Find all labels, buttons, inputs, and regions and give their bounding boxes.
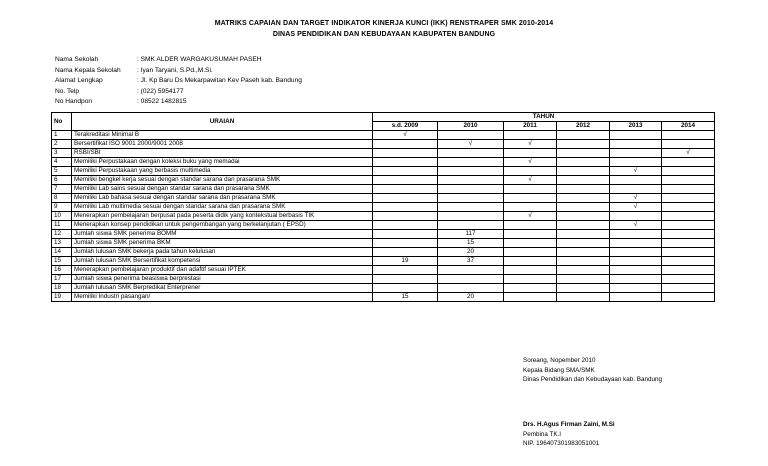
row-uraian: Jumlah siswa SMK penerima BKM <box>72 239 373 248</box>
year-cell <box>662 167 715 176</box>
info-label: No Handpon <box>55 98 93 105</box>
header-year: 2013 <box>610 122 662 131</box>
row-uraian: Jumlah siswa SMK penerima BOMM <box>72 230 373 239</box>
year-cell <box>662 212 715 221</box>
year-cell <box>504 221 557 230</box>
year-cell <box>662 248 715 257</box>
year-cell <box>373 284 438 293</box>
signature-block <box>523 356 662 385</box>
year-cell <box>610 284 662 293</box>
row-uraian: Menerapkan konsep pendidikan untuk pengembangan yang berkelanjutan ( EPSD) <box>72 221 373 230</box>
table-row <box>52 176 715 185</box>
year-cell <box>438 284 504 293</box>
year-cell <box>373 275 438 284</box>
year-cell <box>373 239 438 248</box>
year-cell <box>557 266 610 275</box>
year-cell <box>662 275 715 284</box>
info-label: No. Telp <box>55 87 80 95</box>
row-number: 10 <box>52 212 72 221</box>
year-cell <box>557 239 610 248</box>
year-cell: 37 <box>438 257 504 266</box>
row-number: 12 <box>52 230 72 239</box>
year-cell <box>557 275 610 284</box>
year-cell <box>557 149 610 158</box>
table-row <box>52 185 715 194</box>
info-handphone <box>55 97 302 108</box>
table-row <box>52 194 715 203</box>
year-cell: √ <box>504 140 557 149</box>
row-number: 2 <box>52 140 72 149</box>
signatory-rank: Pembina TK.I <box>523 430 562 438</box>
year-cell <box>610 257 662 266</box>
row-number: 13 <box>52 239 72 248</box>
year-cell <box>373 212 438 221</box>
year-cell <box>438 221 504 230</box>
year-cell <box>557 284 610 293</box>
year-cell <box>662 131 715 140</box>
year-cell <box>504 230 557 239</box>
year-cell <box>557 167 610 176</box>
year-cell <box>557 185 610 194</box>
year-cell <box>557 131 610 140</box>
year-cell <box>504 239 557 248</box>
info-value: : 08522 1482815 <box>137 98 187 105</box>
year-cell <box>438 212 504 221</box>
year-cell <box>557 194 610 203</box>
row-number: 9 <box>52 203 72 212</box>
header-year: 2012 <box>557 122 610 131</box>
year-cell <box>504 275 557 284</box>
row-number: 18 <box>52 284 72 293</box>
row-uraian: Jumlah siswa penerima beasiswa berprestasi <box>72 275 373 284</box>
position-line-2: Dinas Pendidikan dan Kebudayaan kab. Bandung <box>523 376 662 383</box>
row-uraian: Memiliki Lab sains sesuai dengan standar sarana dan prasarana SMK <box>72 185 373 194</box>
year-cell <box>504 248 557 257</box>
year-cell: 15 <box>373 293 438 302</box>
year-cell: √ <box>662 149 715 158</box>
year-cell: 19 <box>373 257 438 266</box>
year-cell <box>662 284 715 293</box>
header-tahun: TAHUN <box>373 113 715 122</box>
table-row <box>52 257 715 266</box>
year-cell <box>557 158 610 167</box>
year-cell <box>610 158 662 167</box>
year-cell <box>373 149 438 158</box>
row-uraian: Menerapkan pembelajaran berpusat pada peserta didik yang kontekstual berbasis TIK <box>72 212 373 221</box>
table-row <box>52 239 715 248</box>
year-cell <box>373 203 438 212</box>
year-cell <box>662 257 715 266</box>
year-cell <box>504 194 557 203</box>
year-cell <box>438 176 504 185</box>
year-cell <box>504 203 557 212</box>
ikk-matrix-table <box>51 112 715 302</box>
year-cell <box>557 140 610 149</box>
signatory-nip: NIP. 196407301983051001 <box>523 440 600 447</box>
year-cell <box>373 221 438 230</box>
row-number: 19 <box>52 293 72 302</box>
header-no: No <box>52 113 72 131</box>
row-uraian: Memiliki bengkel kerja sesuai dengan standar sarana dan prasarana SMK <box>72 176 373 185</box>
row-number: 6 <box>52 176 72 185</box>
year-cell: √ <box>373 131 438 140</box>
year-cell: 20 <box>438 293 504 302</box>
year-cell <box>373 140 438 149</box>
year-cell <box>438 194 504 203</box>
year-cell: √ <box>610 167 662 176</box>
year-cell <box>662 239 715 248</box>
year-cell <box>662 203 715 212</box>
year-cell <box>373 167 438 176</box>
year-cell <box>610 185 662 194</box>
year-cell <box>373 194 438 203</box>
year-cell <box>438 167 504 176</box>
document-title: MATRIKS CAPAIAN DAN TARGET INDIKATOR KINERJA KUNCI (IKK) RENSTRAPER SMK 2010-2014 <box>214 20 554 27</box>
year-cell <box>662 194 715 203</box>
info-label: Nama Kepala Sekolah <box>55 66 121 74</box>
year-cell <box>610 140 662 149</box>
year-cell <box>610 149 662 158</box>
year-cell <box>610 275 662 284</box>
table-row <box>52 212 715 221</box>
signatory-name: Drs. H.Agus Firman Zaini, M.Si <box>523 421 615 428</box>
year-cell <box>557 212 610 221</box>
year-cell <box>557 203 610 212</box>
year-cell <box>662 221 715 230</box>
year-cell <box>610 248 662 257</box>
table-row <box>52 266 715 275</box>
year-cell <box>557 176 610 185</box>
year-cell <box>373 158 438 167</box>
row-uraian: Memiliki Lab bahasa sesuai dengan standar sarana dan prasarana SMK <box>72 194 373 203</box>
year-cell <box>662 230 715 239</box>
row-uraian: Memiliki Perpustakaan dengan koleksi buku yang memadai <box>72 158 373 167</box>
year-cell <box>662 176 715 185</box>
row-number: 15 <box>52 257 72 266</box>
year-cell <box>610 230 662 239</box>
row-number: 11 <box>52 221 72 230</box>
year-cell: √ <box>610 203 662 212</box>
row-number: 4 <box>52 158 72 167</box>
year-cell: √ <box>438 140 504 149</box>
row-uraian: Jumlah lulusan SMK Berpredikat Enterprener <box>72 284 373 293</box>
row-number: 16 <box>52 266 72 275</box>
table-row <box>52 284 715 293</box>
row-uraian: Menerapkan pembelajaran produktif dan adaftif sesuai IPTEK <box>72 266 373 275</box>
table-row <box>52 230 715 239</box>
row-uraian: Bersertifikat ISO 9001 2000/9001 2008 <box>72 140 373 149</box>
info-value: : SMK ALDER WARGAKUSUMAH PASEH <box>137 56 262 63</box>
year-cell <box>504 131 557 140</box>
header-year: s.d. 2009 <box>373 122 438 131</box>
info-label: Nama Sekolah <box>55 56 99 63</box>
table-row <box>52 158 715 167</box>
info-address <box>55 76 302 87</box>
header-uraian: URAIAN <box>72 113 373 131</box>
year-cell <box>438 266 504 275</box>
row-uraian: Memiliki Lab multimedia sesuai dengan standar sarana dan prasarana SMK <box>72 203 373 212</box>
year-cell <box>438 185 504 194</box>
year-cell: √ <box>504 212 557 221</box>
year-cell <box>557 221 610 230</box>
table-row <box>52 221 715 230</box>
info-value: : Iyan Taryani, S.Pd.,M.Si. <box>137 66 213 74</box>
row-number: 8 <box>52 194 72 203</box>
row-uraian: Memiliki Perpustakaan yang berbasis multimedia <box>72 167 373 176</box>
year-cell <box>438 131 504 140</box>
year-cell: √ <box>610 221 662 230</box>
table-row <box>52 293 715 302</box>
table-row <box>52 248 715 257</box>
year-cell <box>504 293 557 302</box>
year-cell <box>438 275 504 284</box>
year-cell: 20 <box>438 248 504 257</box>
table-row <box>52 149 715 158</box>
year-cell <box>438 203 504 212</box>
year-cell <box>662 158 715 167</box>
year-cell <box>504 149 557 158</box>
year-cell: √ <box>610 194 662 203</box>
year-cell <box>504 284 557 293</box>
row-number: 17 <box>52 275 72 284</box>
year-cell <box>373 248 438 257</box>
document-subtitle: DINAS PENDIDIKAN DAN KEBUDAYAAN KABUPATEN BANDUNG <box>272 31 496 38</box>
year-cell <box>610 212 662 221</box>
year-cell <box>557 230 610 239</box>
row-uraian: RSBI/SBI <box>72 149 373 158</box>
position-line-1: Kepala Bidang SMA/SMK <box>523 366 595 374</box>
header-year: 2014 <box>662 122 715 131</box>
year-cell <box>610 131 662 140</box>
row-uraian: Jumlah lulusan SMK bekerja pada tahun kelulusan <box>72 248 373 257</box>
info-value: : Jl. Kp Baru Ds Mekarpawitan Kev Paseh kab. Bandung <box>137 77 302 84</box>
year-cell <box>610 293 662 302</box>
year-cell <box>662 293 715 302</box>
table-row <box>52 203 715 212</box>
year-cell <box>504 167 557 176</box>
row-number: 3 <box>52 149 72 158</box>
table-row <box>52 275 715 284</box>
year-cell <box>373 185 438 194</box>
year-cell: 15 <box>438 239 504 248</box>
year-cell <box>662 140 715 149</box>
place-date: Soreang, Nopember 2010 <box>523 357 596 364</box>
year-cell <box>610 266 662 275</box>
year-cell: √ <box>504 176 557 185</box>
row-number: 1 <box>52 131 72 140</box>
row-uraian: Memiliki Industri pasangan/ <box>72 293 373 302</box>
row-uraian: Jumlah lulusan SMK Bersertifikat kompetensi <box>72 257 373 266</box>
info-principal <box>55 66 302 77</box>
year-cell <box>610 239 662 248</box>
table-body <box>52 131 715 302</box>
header-year: 2011 <box>504 122 557 131</box>
info-school-name <box>55 55 302 66</box>
row-uraian: Terakreditasi Minimal B <box>72 131 373 140</box>
year-cell <box>373 266 438 275</box>
table-row <box>52 131 715 140</box>
year-cell <box>662 266 715 275</box>
row-number: 7 <box>52 185 72 194</box>
year-cell <box>438 158 504 167</box>
year-cell <box>438 149 504 158</box>
info-phone <box>55 87 302 98</box>
year-cell <box>373 230 438 239</box>
row-number: 5 <box>52 167 72 176</box>
info-label: Alamat Lengkap <box>55 77 103 84</box>
year-cell <box>662 185 715 194</box>
row-number: 14 <box>52 248 72 257</box>
year-cell <box>504 257 557 266</box>
year-cell: 117 <box>438 230 504 239</box>
year-cell <box>610 176 662 185</box>
year-cell <box>373 176 438 185</box>
table-row <box>52 140 715 149</box>
signatory <box>523 420 615 449</box>
year-cell <box>557 248 610 257</box>
year-cell: √ <box>504 158 557 167</box>
header-year: 2010 <box>438 122 504 131</box>
year-cell <box>557 293 610 302</box>
info-value: : (022) 5954177 <box>137 87 184 95</box>
year-cell <box>504 185 557 194</box>
year-cell <box>557 257 610 266</box>
school-info <box>55 55 302 108</box>
table-row <box>52 167 715 176</box>
year-cell <box>504 266 557 275</box>
